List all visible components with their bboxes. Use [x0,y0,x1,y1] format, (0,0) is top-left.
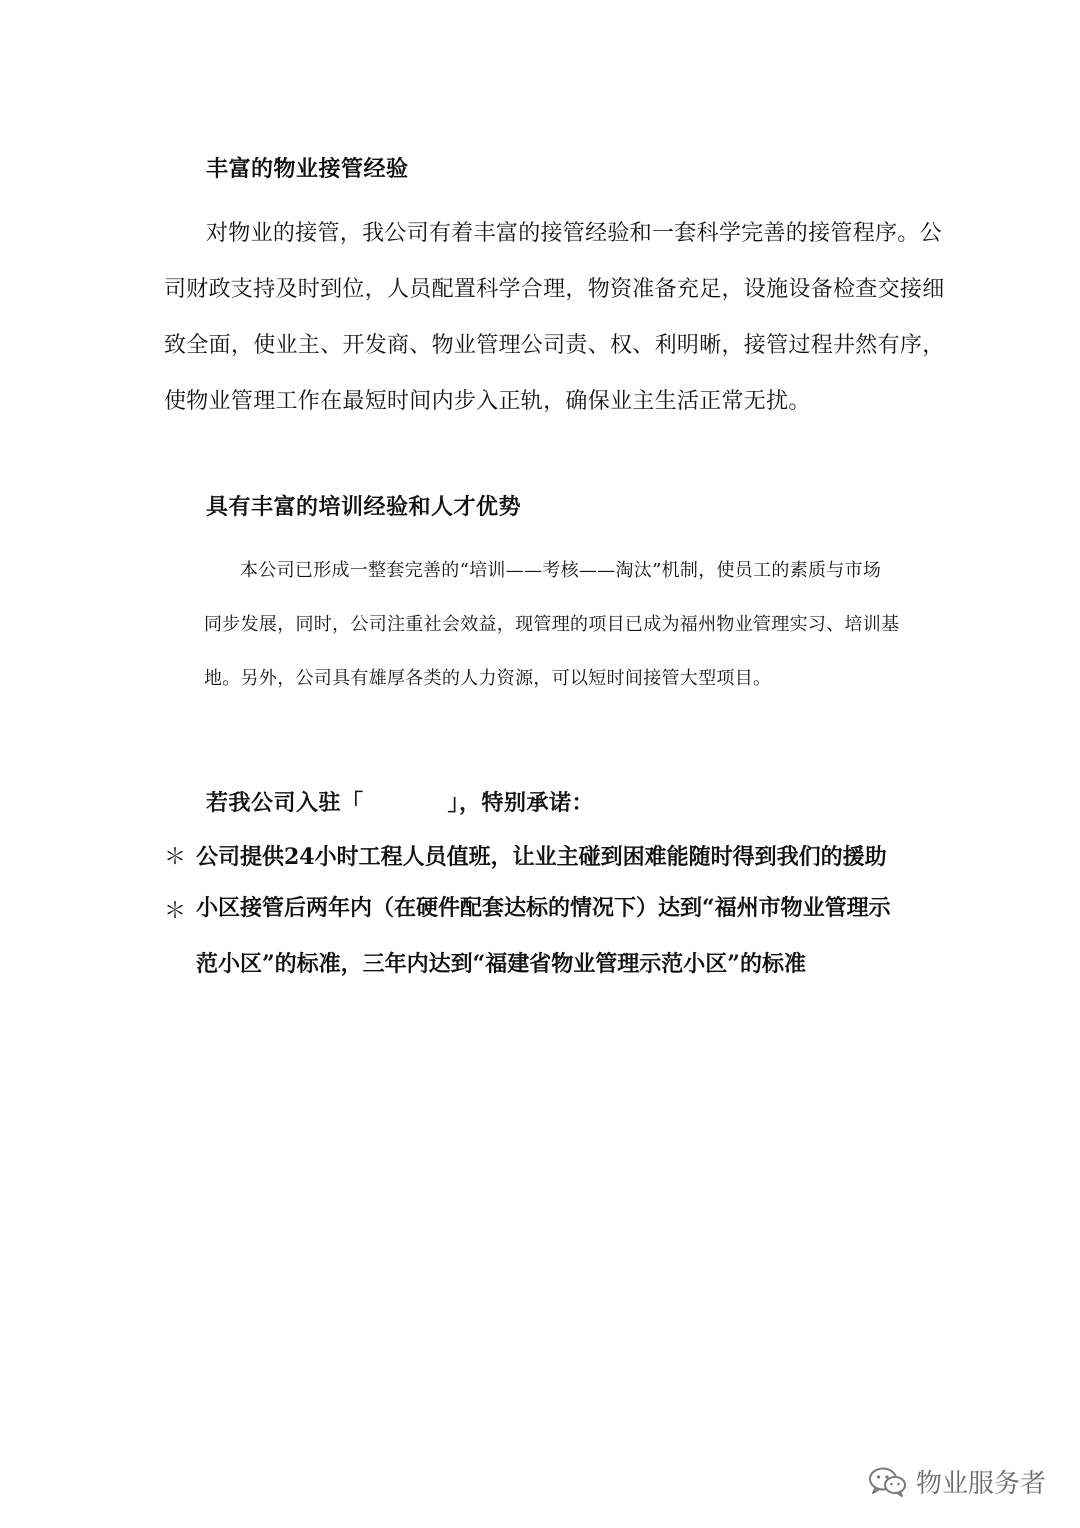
bullet-marker: ＊ [164,845,187,870]
paragraph-takeover [164,206,945,430]
wechat-icon [868,1466,908,1498]
section-heading-training: 具有丰富的培训经验和人才优势 [206,494,522,520]
heading-prefix: 若我公司入驻「 [206,790,364,816]
paragraph-line: 司财政支持及时到位，人员配置科学合理，物资准备充足，设施设备检查交接细 [164,277,945,302]
watermark-text: 物业服务者 [915,1469,1046,1499]
commitment-line: 范小区”的标准，三年内达到“福建省物业管理示范小区”的标准 [196,951,806,977]
paragraph-line: 同步发展，同时，公司注重社会效益，现管理的项目已成为福州物业管理实习、培训基 [204,614,900,635]
paragraph-training [204,544,899,706]
bullet-marker: ＊ [164,899,187,924]
paragraph-line: 对物业的接管，我公司有着丰富的接管经验和一套科学完善的接管程序。公 [206,221,942,246]
paragraph-line: 致全面，使业主、开发商、物业管理公司责、权、利明晰，接管过程井然有序， [164,333,945,358]
commitment-item [164,894,924,984]
heading-suffix: 」，特别承诺： [447,790,595,816]
paragraph-line: 地。另外，公司具有雄厚各类的人力资源，可以短时间接管大型项目。 [204,668,772,689]
commitment-item [164,840,924,870]
paragraph-line: 使物业管理工作在最短时间内步入正轨，确保业主生活正常无扰。 [164,389,811,414]
commitment-text [196,880,891,992]
section-heading-takeover: 丰富的物业接管经验 [206,156,409,182]
commitment-line: 小区接管后两年内（在硬件配套达标的情况下）达到“福州市物业管理示 [196,895,891,921]
section-heading-commitment [206,786,594,817]
paragraph-line: 本公司已形成一整套完善的“培训——考核——淘汰”机制，使员工的素质与市场 [240,560,882,581]
commitment-text: 公司提供24小时工程人员值班，让业主碰到困难能随时得到我们的援助 [196,844,887,870]
watermark [868,1463,1046,1500]
